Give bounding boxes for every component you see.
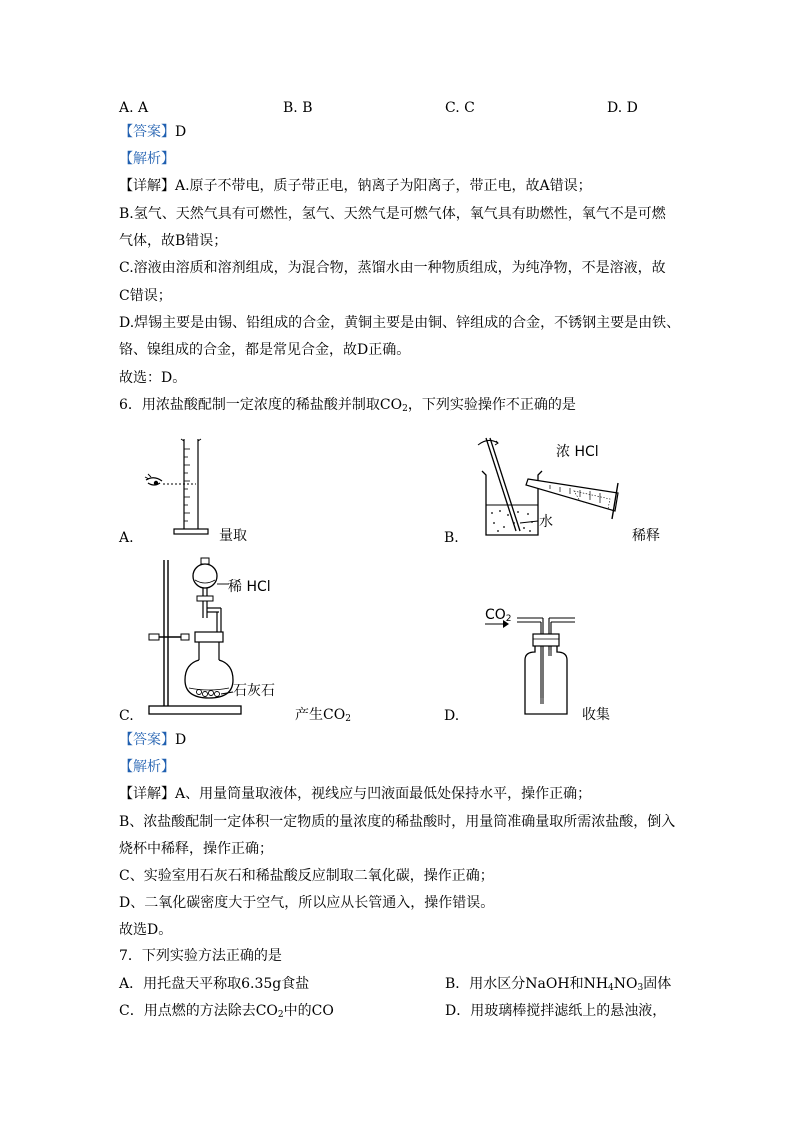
figure-d-gas-label: $CO_2$ [485, 607, 512, 624]
q5-option-c: C. C [445, 100, 475, 116]
detail-tag: 【详解】 [119, 178, 175, 194]
q5-option-d: D. D [607, 100, 638, 116]
figure-c-letter: C. [119, 708, 134, 724]
figure-d-caption: 收集 [582, 707, 610, 723]
figure-a-measuring-cylinder [140, 435, 230, 540]
q5-option-b: B. B [283, 100, 313, 116]
q6-detail-b-line1: B、浓盐酸配制一定体积一定物质的量浓度的稀盐酸时，用量筒准确量取所需浓盐酸，倒入 [119, 814, 676, 830]
q5-detail-a: 【详解】A.原子不带电，质子带正电，钠离子为阳离子，带正电，故A错误； [119, 178, 592, 194]
q7-option-a: A．用托盘天平称取6.35g食盐 [119, 976, 310, 992]
q5-detail-b-line1: B.氢气、天然气具有可燃性，氢气、天然气是可燃气体，氧气具有助燃性，氧气不是可燃 [119, 206, 666, 222]
q5-answer [119, 122, 186, 142]
figure-a-letter: A. [119, 530, 134, 546]
q5-detail-c-line1: C.溶液由溶质和溶剂组成，为混合物，蒸馏水由一种物质组成，为纯净物，不是溶液，故 [119, 260, 666, 276]
q5-option-a: A. A [119, 100, 149, 116]
answer-tag: 【答案】 [119, 732, 175, 748]
q7-stem: 7．下列实验方法正确的是 [119, 948, 282, 964]
figure-c-stone-label: 石灰石 [233, 683, 275, 699]
figure-a-caption: 量取 [219, 528, 247, 544]
q6-detail-d: D、二氧化碳密度大于空气，所以应从长管通入，操作错误。 [119, 895, 495, 911]
q5-detail-b-line2: 气体，故B错误； [119, 233, 228, 249]
q7-option-b: B．用水区分NaOH和$NH_4NO_3$固体 [445, 976, 672, 993]
figure-c-acid-label: 稀 HCl [228, 579, 271, 595]
q6-detail-b-line2: 烧杯中稀释，操作正确； [119, 841, 273, 857]
answer-value: D [175, 732, 187, 748]
q5-analysis-tag: 【解析】 [119, 151, 175, 167]
answer-value: D [175, 124, 187, 140]
figure-b-water-label: 水 [539, 514, 553, 530]
figure-b-caption: 稀释 [632, 528, 660, 544]
q6-detail-a: 【详解】A、用量筒量取液体，视线应与凹液面最低处保持水平，操作正确； [119, 786, 592, 802]
q5-detail-d-line2: 铬、镍组成的合金，都是常见合金，故D正确。 [119, 342, 411, 358]
q6-conclusion: 故选D。 [119, 922, 173, 938]
q7-option-c: C．用点燃的方法除去$CO_2$中的CO [119, 1003, 334, 1020]
figure-b-letter: B. [444, 530, 459, 546]
figure-c-caption: 产生$CO_2$ [295, 707, 351, 724]
q6-analysis-tag: 【解析】 [119, 759, 175, 775]
figure-b-acid-label: 浓 HCl [556, 444, 599, 460]
detail-tag: 【详解】 [119, 786, 175, 802]
q5-conclusion: 故选：D。 [119, 370, 187, 386]
q7-option-d: D．用玻璃棒搅拌滤纸上的悬浊液， [445, 1003, 667, 1019]
q6-stem: 6．用浓盐酸配制一定浓度的稀盐酸并制取$CO_2$，下列实验操作不正确的是 [119, 397, 576, 414]
q5-detail-c-line2: C错误； [119, 288, 172, 304]
q5-detail-d-line1: D.焊锡主要是由锡、铅组成的合金，黄铜主要是由铜、锌组成的合金，不锈钢主要是由铁、 [119, 315, 681, 331]
answer-tag: 【答案】 [119, 124, 175, 140]
q6-detail-c: C、实验室用石灰石和稀盐酸反应制取二氧化碳，操作正确； [119, 868, 494, 884]
q6-answer [119, 730, 186, 750]
figure-d-letter: D. [444, 708, 460, 724]
